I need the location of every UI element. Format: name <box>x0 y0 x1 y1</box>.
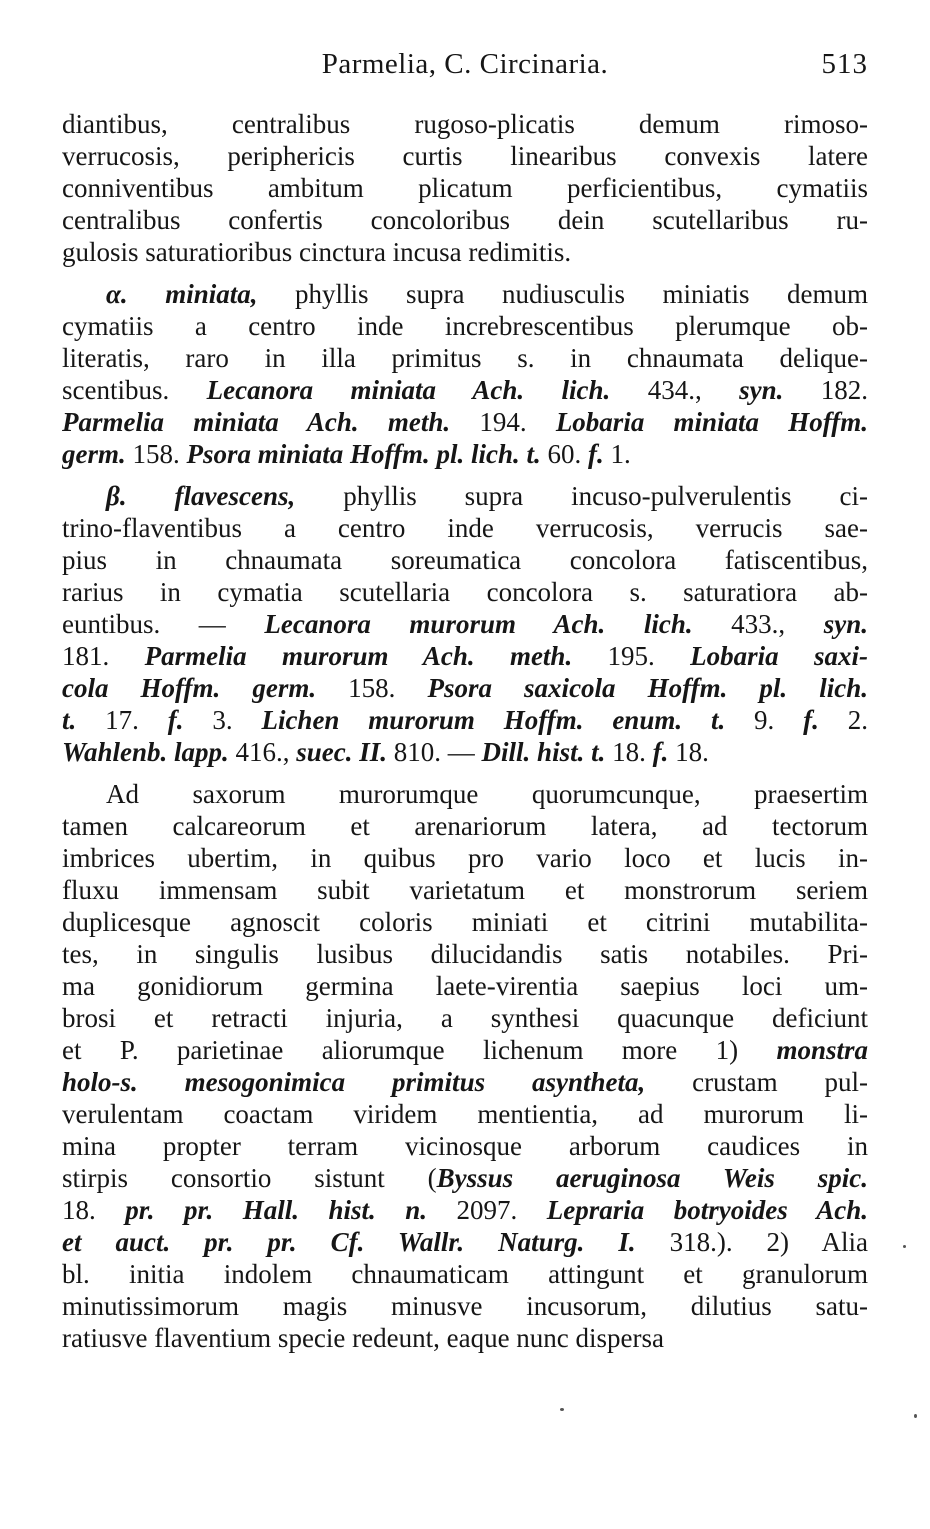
text-run: 194. <box>450 407 556 437</box>
text-line <box>62 810 868 842</box>
italic-text-run: miniata, <box>165 279 258 309</box>
text-run: ma gonidiorum germina laete-virentia saepius loci um- <box>62 971 868 1001</box>
text-run: mina propter terram vicinosque arborum caudices in <box>62 1131 868 1161</box>
text-run: fluxu immensam subit varietatum et monstrorum seriem <box>62 875 868 905</box>
paragraph <box>62 480 868 768</box>
text-line <box>62 1290 868 1322</box>
text-run: 18. <box>605 737 653 767</box>
text-run: euntibus. — <box>62 609 265 639</box>
text-run: trino-flaventibus a centro inde verrucosis, verrucis sae- <box>62 513 868 543</box>
text-run: literatis, raro in illa primitus s. in chnaumata delique- <box>62 343 868 373</box>
italic-text-run: holo-s. mesogonimica primitus asyntheta, <box>62 1067 646 1097</box>
text-line <box>62 544 868 576</box>
italic-text-run: Lecanora miniata Ach. lich. <box>206 375 611 405</box>
text-run: ratiusve flaventium specie redeunt, eaque nunc dispersa <box>62 1323 665 1353</box>
italic-text-run: flavescens, <box>174 481 296 511</box>
text-run: 2. <box>818 705 868 735</box>
text-run: stirpis consortio sistunt ( <box>62 1163 437 1193</box>
text-run: 433., <box>692 609 824 639</box>
text-line <box>62 1226 868 1258</box>
text-run: 182. <box>783 375 868 405</box>
text-line <box>62 140 868 172</box>
italic-text-run: cola Hoffm. germ. <box>62 673 317 703</box>
text-run: 181. <box>62 641 145 671</box>
italic-text-run: monstra <box>776 1035 868 1065</box>
paragraph <box>62 778 868 1354</box>
text-run: 60. <box>540 439 589 469</box>
text-run: 1. <box>603 439 631 469</box>
text-run: phyllis supra nudiusculis miniatis demum <box>257 279 868 309</box>
italic-text-run: f. <box>588 439 604 469</box>
print-speck <box>560 1408 564 1411</box>
text-run: centralibus confertis concoloribus dein scutellaribus ru- <box>62 205 868 235</box>
text-run: phyllis supra incuso-pulverulentis ci- <box>295 481 868 511</box>
text-line <box>62 480 868 512</box>
italic-text-run: Lichen murorum Hoffm. enum. t. <box>261 705 726 735</box>
text-run: 158. <box>125 439 187 469</box>
italic-text-run: Lecanora murorum Ach. lich. <box>264 609 693 639</box>
text-run: duplicesque agnoscit coloris miniati et citrini mutabilita- <box>62 907 868 937</box>
italic-text-run: f. <box>803 705 819 735</box>
text-run: 195. <box>572 641 691 671</box>
text-line <box>62 906 868 938</box>
text-line <box>62 1130 868 1162</box>
text-run: 318.). 2) Alia <box>635 1227 868 1257</box>
text-line <box>62 1098 868 1130</box>
italic-text-run: α. <box>106 279 166 309</box>
text-run: verrucosis, periphericis curtis linearibus convexis latere <box>62 141 868 171</box>
text-run: 17. <box>76 705 168 735</box>
page-header <box>60 48 870 88</box>
text-line <box>62 1322 868 1354</box>
print-speck <box>914 1414 917 1418</box>
italic-text-run: Byssus aeruginosa Weis spic. <box>436 1163 868 1193</box>
page-number: 513 <box>821 48 868 80</box>
text-line <box>62 874 868 906</box>
text-run: et P. parietinae aliorumque lichenum more 1) <box>62 1035 777 1065</box>
text-line <box>62 970 868 1002</box>
text-line <box>62 1066 868 1098</box>
text-run: pius in chnaumata soreumatica concolora fatiscentibus, <box>62 545 868 575</box>
text-run: 416., <box>228 737 297 767</box>
text-run: 810. — <box>387 737 482 767</box>
paragraph <box>62 108 868 268</box>
italic-text-run: syn. <box>739 375 784 405</box>
text-run: 18. <box>62 1195 126 1225</box>
text-line <box>62 1258 868 1290</box>
text-run: verulentam coactam viridem mentientia, ad murorum li- <box>62 1099 868 1129</box>
italic-text-run: Parmelia miniata Ach. meth. <box>62 407 451 437</box>
text-line <box>62 842 868 874</box>
italic-text-run: f. <box>652 737 669 767</box>
text-run: minutissimorum magis minusve incusorum, dilutius satu- <box>62 1291 868 1321</box>
italic-text-run: pr. pr. Hall. hist. n. <box>125 1195 428 1225</box>
page-body <box>62 108 868 1354</box>
text-run: rarius in cymatia scutellaria concolora s. saturatiora ab- <box>62 577 868 607</box>
text-run: 434., <box>610 375 740 405</box>
italic-text-run: Lepraria botryoides Ach. <box>546 1195 868 1225</box>
text-run: conniventibus ambitum plicatum perficientibus, cymatiis <box>62 173 868 203</box>
italic-text-run: t. <box>62 705 77 735</box>
running-title: Parmelia, C. Circinaria. <box>321 48 609 80</box>
italic-text-run: Psora saxicola Hoffm. pl. lich. <box>427 673 868 703</box>
italic-text-run: Dill. hist. t. <box>481 737 606 767</box>
text-run: gulosis saturatioribus cinctura incusa redimitis. <box>62 237 572 267</box>
text-line <box>62 342 868 374</box>
text-line <box>62 640 868 672</box>
text-line <box>62 1194 868 1226</box>
text-run: 2097. <box>427 1195 547 1225</box>
text-run: brosi et retracti injuria, a synthesi quacunque deficiunt <box>62 1003 868 1033</box>
italic-text-run: Psora miniata Hoffm. pl. lich. t. <box>186 439 541 469</box>
italic-text-run: syn. <box>823 609 868 639</box>
text-line <box>62 204 868 236</box>
text-run: 158. <box>316 673 428 703</box>
italic-text-run: germ. <box>62 439 126 469</box>
text-run: imbrices ubertim, in quibus pro vario loco et lucis in- <box>62 843 868 873</box>
text-line <box>62 608 868 640</box>
text-run: bl. initia indolem chnaumaticam attingunt et granulorum <box>62 1259 868 1289</box>
text-line <box>62 1002 868 1034</box>
paragraph <box>62 278 868 470</box>
italic-text-run: Parmelia murorum Ach. meth. <box>144 641 573 671</box>
italic-text-run: et auct. pr. pr. Cf. Wallr. Naturg. I. <box>62 1227 636 1257</box>
italic-text-run: suec. II. <box>296 737 388 767</box>
text-line <box>62 108 868 140</box>
text-line <box>62 512 868 544</box>
text-line <box>62 406 868 438</box>
text-line <box>62 704 868 736</box>
text-line <box>62 438 868 470</box>
print-speck <box>903 1245 906 1248</box>
text-line <box>62 310 868 342</box>
text-line <box>62 236 868 268</box>
text-run: crustam pul- <box>645 1067 868 1097</box>
italic-text-run: β. <box>106 481 175 511</box>
text-run: Ad saxorum murorumque quorumcunque, praesertim <box>106 779 868 809</box>
text-run: diantibus, centralibus rugoso-plicatis demum rimoso- <box>62 109 868 139</box>
italic-text-run: Lobaria miniata Hoffm. <box>555 407 868 437</box>
text-line <box>62 576 868 608</box>
text-line <box>62 938 868 970</box>
text-line <box>62 374 868 406</box>
text-run: 3. <box>183 705 262 735</box>
italic-text-run: Lobaria saxi- <box>690 641 868 671</box>
text-run: tes, in singulis lusibus dilucidandis satis notabiles. Pri- <box>62 939 868 969</box>
text-run: tamen calcareorum et arenariorum latera, ad tectorum <box>62 811 868 841</box>
text-line <box>62 778 868 810</box>
text-line <box>62 278 868 310</box>
text-run: 18. <box>668 737 709 767</box>
text-line <box>62 1034 868 1066</box>
text-line <box>62 672 868 704</box>
text-run: scentibus. <box>62 375 207 405</box>
text-run: 9. <box>725 705 804 735</box>
text-line <box>62 1162 868 1194</box>
text-run: cymatiis a centro inde increbrescentibus plerumque ob- <box>62 311 868 341</box>
text-line <box>62 172 868 204</box>
italic-text-run: Wahlenb. lapp. <box>62 737 229 767</box>
text-line <box>62 736 868 768</box>
italic-text-run: f. <box>167 705 184 735</box>
